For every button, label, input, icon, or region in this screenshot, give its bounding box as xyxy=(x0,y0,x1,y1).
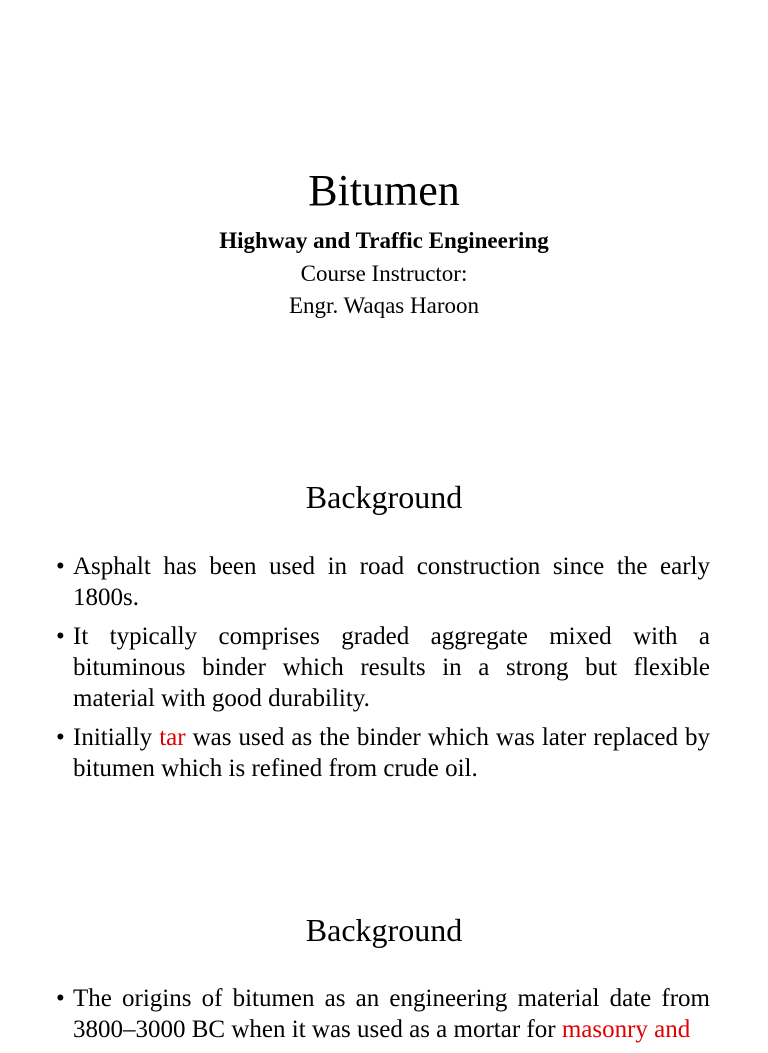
instructor-name: Engr. Waqas Haroon xyxy=(289,293,479,318)
bullet-dot-icon: • xyxy=(56,724,65,751)
slide-heading: Background xyxy=(305,479,463,515)
bullet-text-before: The origins of bitumen as an engineering material date from 3800–3000 BC when it was used as a mortar for xyxy=(73,985,710,1043)
bullet-list xyxy=(56,983,710,1053)
bullet-text-after: was used as the binder which was later replaced by bitumen which is refined from crude oil. xyxy=(73,724,710,782)
bullet-dot-icon: • xyxy=(56,985,65,1012)
highlighted-term: masonry and xyxy=(561,1016,691,1043)
bullet-dot-icon: • xyxy=(56,553,65,580)
instructor-label: Course Instructor: xyxy=(300,261,468,286)
highlighted-term: tar xyxy=(159,724,186,751)
bullet-text-before: Initially xyxy=(73,724,160,751)
bullet-item xyxy=(56,722,710,784)
bullet-dot-icon: • xyxy=(56,623,65,650)
bullet-item xyxy=(56,621,710,714)
bullet-item xyxy=(56,551,710,613)
bullet-text: It typically comprises graded aggregate mixed with a bituminous binder which results in a strong but flexible material with good durability. xyxy=(73,623,710,712)
bullet-text: Asphalt has been used in road construction since the early 1800s. xyxy=(73,553,710,611)
course-subtitle: Highway and Traffic Engineering xyxy=(219,228,549,253)
slide-title: Bitumen xyxy=(308,166,460,215)
bullet-item xyxy=(56,983,710,1045)
bullet-list xyxy=(56,551,710,792)
slide-heading: Background xyxy=(305,912,463,948)
